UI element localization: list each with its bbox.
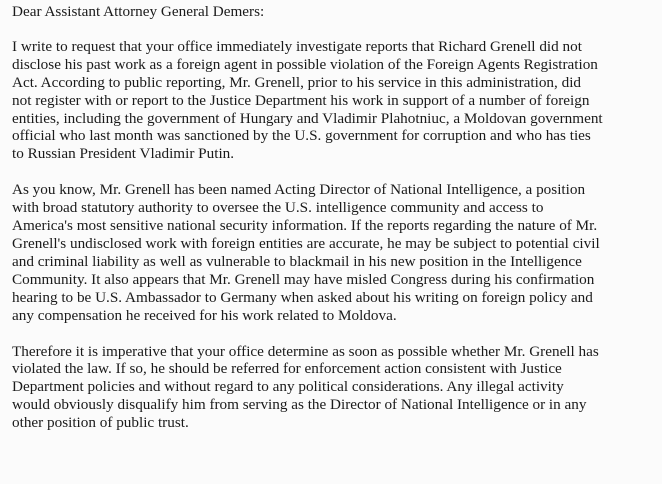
paragraph-line: entities, including the government of Hungary and Vladimir Plahotniuc, a Moldovan government	[12, 109, 603, 127]
paragraph-line: Department policies and without regard to any political considerations. Any illegal activity	[12, 378, 564, 396]
paragraph-line: I write to request that your office immediately investigate reports that Richard Grenell did not	[12, 37, 582, 55]
paragraph-line: violated the law. If so, he should be referred for enforcement action consistent with Justice	[12, 360, 562, 378]
paragraph-line: hearing to be U.S. Ambassador to Germany when asked about his writing on foreign policy and	[12, 288, 593, 306]
paragraph-line: other position of public trust.	[12, 414, 189, 432]
paragraph-line: As you know, Mr. Grenell has been named Acting Director of National Intelligence, a position	[12, 181, 586, 199]
paragraph-line: and criminal liability as well as vulnerable to blackmail in his new position in the Intelligence	[12, 252, 582, 270]
paragraph-line: disclose his past work as a foreign agent in possible violation of the Foreign Agents Registration	[12, 55, 598, 73]
paragraph-2	[12, 181, 652, 324]
paragraph-line: Therefore it is imperative that your office determine as soon as possible whether Mr. Grenell has	[12, 342, 599, 360]
paragraph-line: not register with or report to the Justice Department his work in support of a number of foreign	[12, 91, 590, 109]
paragraph-line: to Russian President Vladimir Putin.	[12, 145, 235, 163]
salutation: Dear Assistant Attorney General Demers:	[12, 3, 265, 20]
paragraph-1	[12, 38, 652, 163]
paragraph-line: with broad statutory authority to oversee the U.S. intelligence community and access to	[12, 199, 544, 217]
paragraph-line: Grenell's undisclosed work with foreign entities are accurate, he may be subject to potential civil	[12, 234, 600, 252]
paragraph-line: any compensation he received for his work related to Moldova.	[12, 306, 397, 324]
paragraph-line: Community. It also appears that Mr. Grenell may have misled Congress during his confirmation	[12, 270, 595, 288]
letter-body	[12, 3, 652, 450]
paragraph-line: Act. According to public reporting, Mr. Grenell, prior to his service in this administration, did	[12, 73, 582, 91]
paragraph-line: official who last month was sanctioned by the U.S. government for corruption and who has ties	[12, 127, 591, 145]
paragraph-line: would obviously disqualify him from serving as the Director of National Intelligence or in any	[12, 396, 587, 414]
paragraph-line: America's most sensitive national security information. If the reports regarding the nature of Mr.	[12, 217, 598, 235]
paragraph-3	[12, 343, 652, 433]
